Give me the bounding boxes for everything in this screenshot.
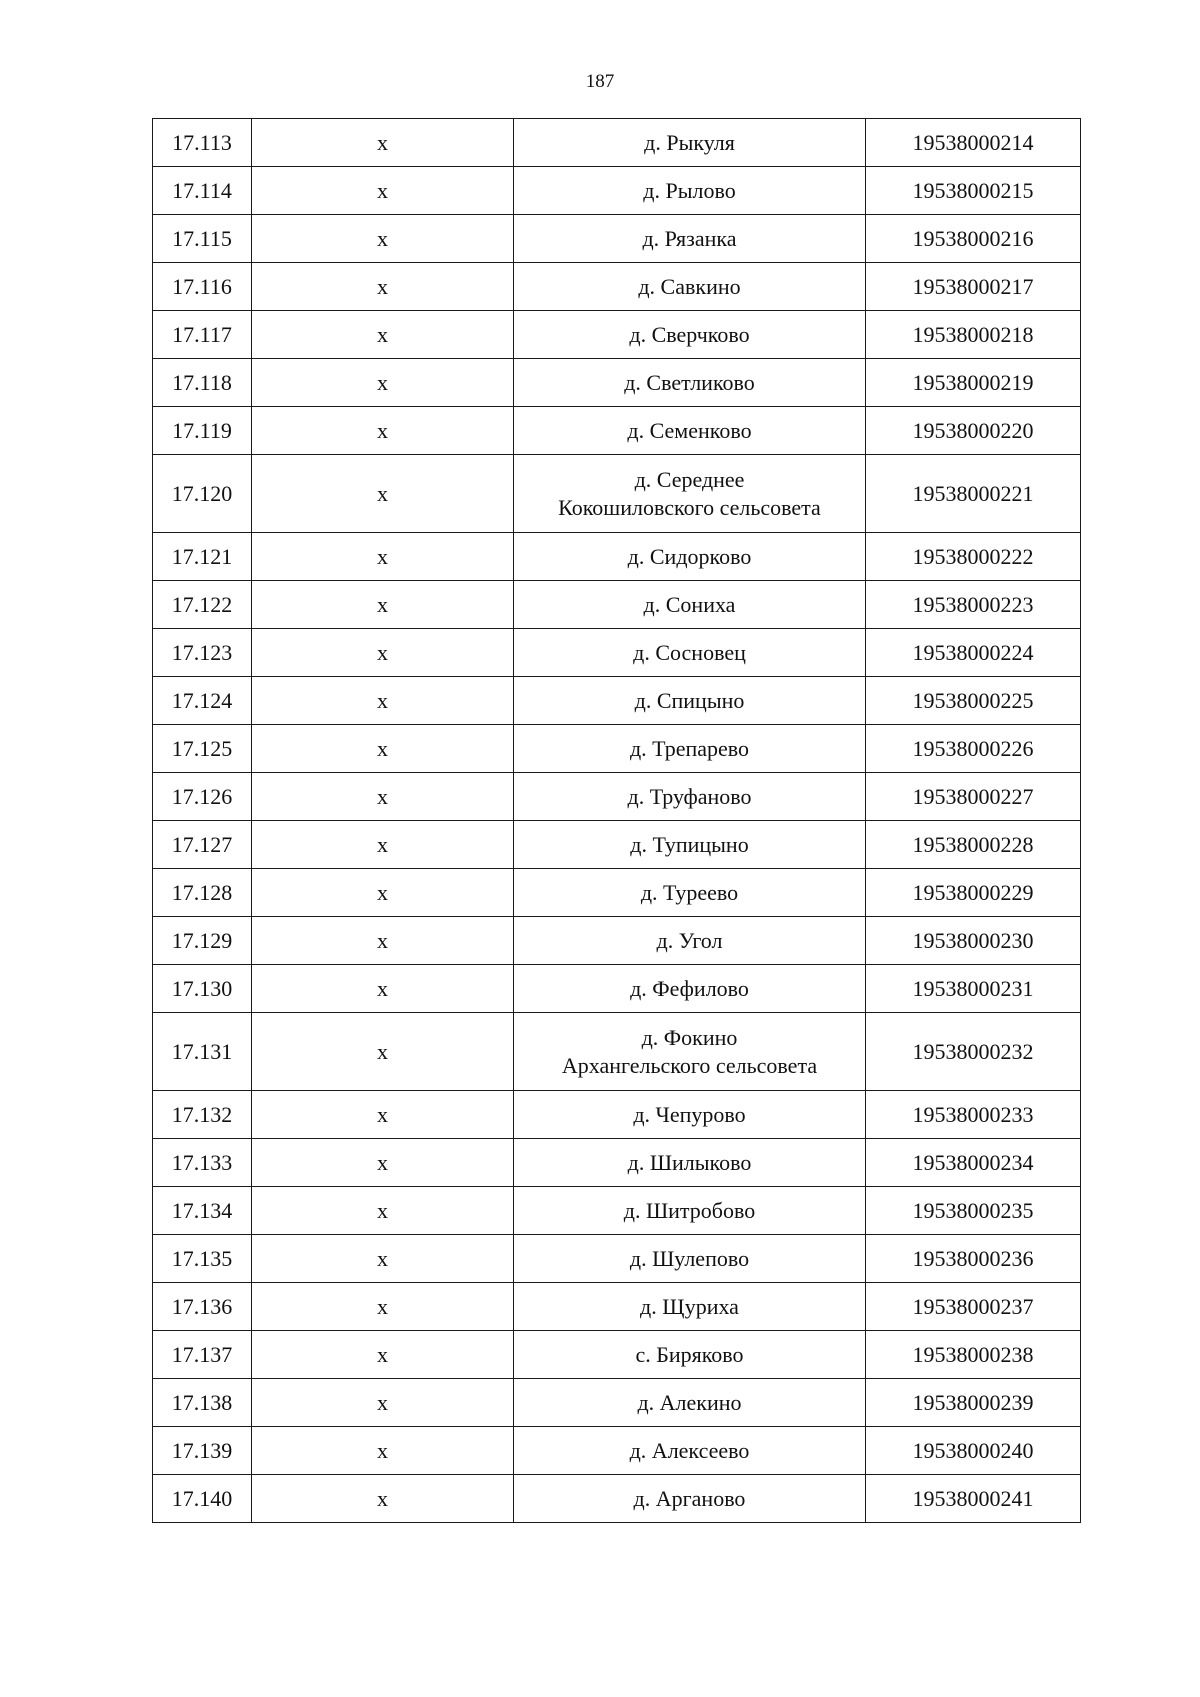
table-row bbox=[153, 1139, 1081, 1187]
row-number-cell: 17.113 bbox=[153, 119, 252, 167]
mark-cell: x bbox=[252, 533, 514, 581]
settlement-name-cell bbox=[514, 821, 866, 869]
row-number-cell: 17.138 bbox=[153, 1379, 252, 1427]
row-number-cell: 17.139 bbox=[153, 1427, 252, 1475]
mark-cell: x bbox=[252, 1427, 514, 1475]
table-row bbox=[153, 1187, 1081, 1235]
row-number-cell: 17.133 bbox=[153, 1139, 252, 1187]
oktmo-code-cell: 19538000214 bbox=[866, 119, 1081, 167]
settlement-name: д. Сониха bbox=[643, 591, 736, 617]
oktmo-code-cell: 19538000228 bbox=[866, 821, 1081, 869]
settlement-name: д. Алексеево bbox=[629, 1437, 750, 1463]
settlement-name-cell bbox=[514, 1283, 866, 1331]
row-number-cell: 17.136 bbox=[153, 1283, 252, 1331]
settlement-name-cell bbox=[514, 1379, 866, 1427]
page-number: 187 bbox=[585, 71, 615, 92]
row-number-cell: 17.131 bbox=[153, 1013, 252, 1091]
settlement-name-cell bbox=[514, 359, 866, 407]
oktmo-code-cell: 19538000223 bbox=[866, 581, 1081, 629]
settlement-name-qualifier: Кокошиловского сельсовета bbox=[558, 494, 821, 520]
table-row bbox=[153, 533, 1081, 581]
mark-cell: x bbox=[252, 1331, 514, 1379]
row-number-cell: 17.126 bbox=[153, 773, 252, 821]
table-row bbox=[153, 581, 1081, 629]
mark-cell: x bbox=[252, 119, 514, 167]
table-row bbox=[153, 407, 1081, 455]
table-row bbox=[153, 629, 1081, 677]
settlement-name: д. Алекино bbox=[637, 1389, 742, 1415]
row-number-cell: 17.124 bbox=[153, 677, 252, 725]
row-number-cell: 17.125 bbox=[153, 725, 252, 773]
row-number-cell: 17.122 bbox=[153, 581, 252, 629]
table-row bbox=[153, 119, 1081, 167]
oktmo-code-cell: 19538000235 bbox=[866, 1187, 1081, 1235]
settlement-name: д. Трепарево bbox=[629, 735, 750, 761]
table-row bbox=[153, 215, 1081, 263]
settlement-name-cell bbox=[514, 725, 866, 773]
oktmo-code-cell: 19538000224 bbox=[866, 629, 1081, 677]
mark-cell: x bbox=[252, 821, 514, 869]
oktmo-code-cell: 19538000225 bbox=[866, 677, 1081, 725]
table-row bbox=[153, 1427, 1081, 1475]
settlement-name: д. Арганово bbox=[633, 1485, 746, 1511]
settlement-name: д. Туреево bbox=[640, 879, 739, 905]
row-number-cell: 17.120 bbox=[153, 455, 252, 533]
row-number-cell: 17.140 bbox=[153, 1475, 252, 1523]
settlement-name-cell bbox=[514, 629, 866, 677]
oktmo-code-cell: 19538000221 bbox=[866, 455, 1081, 533]
table-row bbox=[153, 917, 1081, 965]
settlement-name-cell bbox=[514, 869, 866, 917]
table-row bbox=[153, 1475, 1081, 1523]
settlement-name-cell bbox=[514, 773, 866, 821]
settlement-name-cell bbox=[514, 311, 866, 359]
table-row bbox=[153, 1091, 1081, 1139]
mark-cell: x bbox=[252, 1475, 514, 1523]
table-row bbox=[153, 725, 1081, 773]
oktmo-code-cell: 19538000232 bbox=[866, 1013, 1081, 1091]
oktmo-code-cell: 19538000233 bbox=[866, 1091, 1081, 1139]
settlement-name-cell bbox=[514, 455, 866, 533]
row-number-cell: 17.115 bbox=[153, 215, 252, 263]
oktmo-code-cell: 19538000241 bbox=[866, 1475, 1081, 1523]
settlement-name-cell bbox=[514, 1235, 866, 1283]
mark-cell: x bbox=[252, 677, 514, 725]
row-number-cell: 17.128 bbox=[153, 869, 252, 917]
oktmo-code-cell: 19538000239 bbox=[866, 1379, 1081, 1427]
table-row bbox=[153, 455, 1081, 533]
row-number-cell: 17.135 bbox=[153, 1235, 252, 1283]
settlement-name-cell bbox=[514, 263, 866, 311]
row-number-cell: 17.130 bbox=[153, 965, 252, 1013]
settlement-name-cell bbox=[514, 965, 866, 1013]
table-row bbox=[153, 1235, 1081, 1283]
mark-cell: x bbox=[252, 773, 514, 821]
mark-cell: x bbox=[252, 917, 514, 965]
oktmo-code-cell: 19538000234 bbox=[866, 1139, 1081, 1187]
mark-cell: x bbox=[252, 167, 514, 215]
table-row bbox=[153, 1283, 1081, 1331]
settlement-name-cell bbox=[514, 119, 866, 167]
row-number-cell: 17.114 bbox=[153, 167, 252, 215]
settlement-name-cell bbox=[514, 1013, 866, 1091]
settlement-name: д. Шитробово bbox=[623, 1197, 756, 1223]
oktmo-code-cell: 19538000238 bbox=[866, 1331, 1081, 1379]
oktmo-code-cell: 19538000231 bbox=[866, 965, 1081, 1013]
settlement-name-cell bbox=[514, 917, 866, 965]
mark-cell: x bbox=[252, 215, 514, 263]
table-row bbox=[153, 1013, 1081, 1091]
mark-cell: x bbox=[252, 869, 514, 917]
oktmo-code-cell: 19538000219 bbox=[866, 359, 1081, 407]
settlement-name: д. Спицыно bbox=[634, 687, 745, 713]
row-number-cell: 17.137 bbox=[153, 1331, 252, 1379]
table-row bbox=[153, 311, 1081, 359]
mark-cell: x bbox=[252, 1379, 514, 1427]
mark-cell: x bbox=[252, 629, 514, 677]
settlement-name-cell bbox=[514, 677, 866, 725]
table-row bbox=[153, 1331, 1081, 1379]
oktmo-code-cell: 19538000236 bbox=[866, 1235, 1081, 1283]
row-number-cell: 17.117 bbox=[153, 311, 252, 359]
settlement-name: д. Щуриха bbox=[640, 1293, 739, 1319]
row-number-cell: 17.129 bbox=[153, 917, 252, 965]
table-row bbox=[153, 965, 1081, 1013]
oktmo-code-cell: 19538000216 bbox=[866, 215, 1081, 263]
oktmo-code-cell: 19538000220 bbox=[866, 407, 1081, 455]
settlement-name: с. Биряково bbox=[635, 1341, 744, 1367]
table-row bbox=[153, 1379, 1081, 1427]
table-row bbox=[153, 869, 1081, 917]
settlement-name-cell bbox=[514, 1091, 866, 1139]
mark-cell: x bbox=[252, 1139, 514, 1187]
settlement-name: д. Светликово bbox=[624, 369, 755, 395]
settlement-name: д. Шулепово bbox=[629, 1245, 750, 1271]
settlement-name: д. Савкино bbox=[638, 273, 741, 299]
oktmo-code-cell: 19538000230 bbox=[866, 917, 1081, 965]
settlement-name: д. Сверчково bbox=[629, 321, 750, 347]
table-row bbox=[153, 359, 1081, 407]
settlement-name: д. Шилыково bbox=[627, 1149, 752, 1175]
table-row bbox=[153, 821, 1081, 869]
settlement-name-cell bbox=[514, 1187, 866, 1235]
mark-cell: x bbox=[252, 407, 514, 455]
settlement-name-cell bbox=[514, 215, 866, 263]
settlement-name: д. Сидорково bbox=[627, 543, 752, 569]
table-row bbox=[153, 167, 1081, 215]
settlement-name: д. Семенково bbox=[627, 417, 752, 443]
settlement-name: д. Угол bbox=[656, 927, 723, 953]
settlement-name-cell bbox=[514, 1427, 866, 1475]
settlement-name-cell bbox=[514, 407, 866, 455]
row-number-cell: 17.116 bbox=[153, 263, 252, 311]
mark-cell: x bbox=[252, 311, 514, 359]
settlement-name: д. Середнее bbox=[634, 466, 745, 492]
row-number-cell: 17.132 bbox=[153, 1091, 252, 1139]
settlement-name-cell bbox=[514, 533, 866, 581]
settlement-name-cell bbox=[514, 167, 866, 215]
settlement-name: д. Фефилово bbox=[630, 975, 749, 1001]
oktmo-code-cell: 19538000226 bbox=[866, 725, 1081, 773]
oktmo-code-cell: 19538000218 bbox=[866, 311, 1081, 359]
settlement-registry-table bbox=[152, 118, 1081, 1523]
settlement-name: д. Сосновец bbox=[633, 639, 746, 665]
mark-cell: x bbox=[252, 1187, 514, 1235]
oktmo-code-cell: 19538000240 bbox=[866, 1427, 1081, 1475]
settlement-name-cell bbox=[514, 1331, 866, 1379]
settlement-name: д. Рязанка bbox=[642, 225, 737, 251]
table-row bbox=[153, 263, 1081, 311]
oktmo-code-cell: 19538000227 bbox=[866, 773, 1081, 821]
settlement-name: д. Рылово bbox=[643, 177, 736, 203]
table-row bbox=[153, 773, 1081, 821]
mark-cell: x bbox=[252, 581, 514, 629]
mark-cell: x bbox=[252, 725, 514, 773]
mark-cell: x bbox=[252, 965, 514, 1013]
mark-cell: x bbox=[252, 1091, 514, 1139]
settlement-name: д. Тупицыно bbox=[630, 831, 749, 857]
mark-cell: x bbox=[252, 1235, 514, 1283]
row-number-cell: 17.123 bbox=[153, 629, 252, 677]
row-number-cell: 17.134 bbox=[153, 1187, 252, 1235]
settlement-name: д. Фокино bbox=[641, 1024, 738, 1050]
table-row bbox=[153, 677, 1081, 725]
oktmo-code-cell: 19538000229 bbox=[866, 869, 1081, 917]
settlement-name: д. Труфаново bbox=[627, 783, 752, 809]
oktmo-code-cell: 19538000237 bbox=[866, 1283, 1081, 1331]
mark-cell: x bbox=[252, 1283, 514, 1331]
settlement-name-cell bbox=[514, 1475, 866, 1523]
table-body bbox=[153, 119, 1081, 1523]
row-number-cell: 17.121 bbox=[153, 533, 252, 581]
settlement-name-qualifier: Архангельского сельсовета bbox=[561, 1052, 818, 1078]
oktmo-code-cell: 19538000222 bbox=[866, 533, 1081, 581]
mark-cell: x bbox=[252, 1013, 514, 1091]
settlement-name-cell bbox=[514, 581, 866, 629]
mark-cell: x bbox=[252, 359, 514, 407]
mark-cell: x bbox=[252, 455, 514, 533]
mark-cell: x bbox=[252, 263, 514, 311]
row-number-cell: 17.118 bbox=[153, 359, 252, 407]
settlement-name: д. Рыкуля bbox=[644, 129, 735, 155]
settlement-name-cell bbox=[514, 1139, 866, 1187]
oktmo-code-cell: 19538000217 bbox=[866, 263, 1081, 311]
row-number-cell: 17.127 bbox=[153, 821, 252, 869]
row-number-cell: 17.119 bbox=[153, 407, 252, 455]
oktmo-code-cell: 19538000215 bbox=[866, 167, 1081, 215]
settlement-name: д. Чепурово bbox=[633, 1101, 746, 1127]
